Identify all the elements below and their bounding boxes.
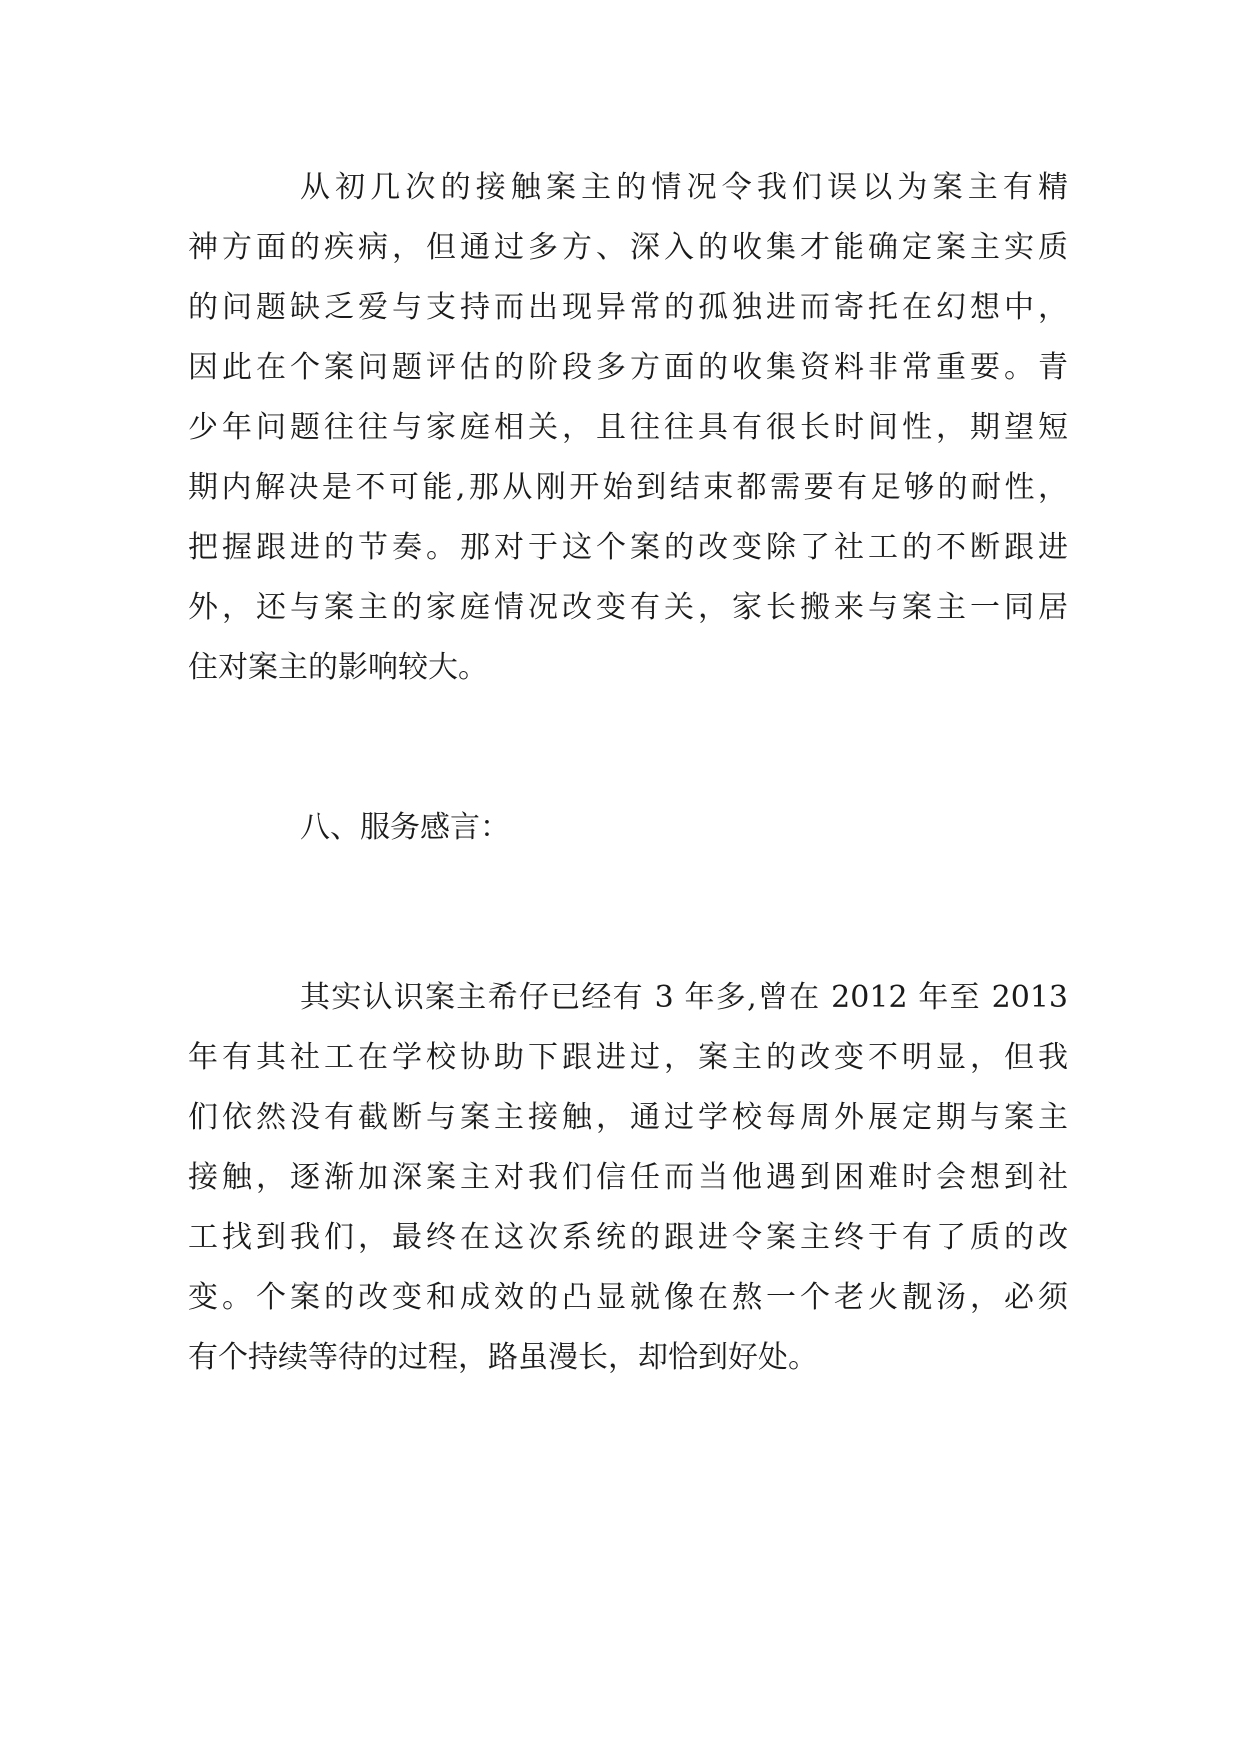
paragraph-1-line-1: 从初几次的接触案主的情况令我们误以为案主有精 xyxy=(300,170,1068,205)
paragraph-1-line-8: 外，还与案主的家庭情况改变有关，家长搬来与案主一同居 xyxy=(188,590,1068,625)
paragraph-1-line-4: 因此在个案问题评估的阶段多方面的收集资料非常重要。青 xyxy=(188,350,1068,385)
paragraph-2-line-7: 有个持续等待的过程，路虽漫长，却恰到好处。 xyxy=(188,1340,818,1375)
paragraph-2-line-1: 其实认识案主希仔已经有 3 年多,曾在 2012 年至 2013 xyxy=(300,980,1068,1015)
paragraph-1-line-5: 少年问题往往与家庭相关，且往往具有很长时间性，期望短 xyxy=(188,410,1068,445)
paragraph-2-line-5: 工找到我们，最终在这次系统的跟进令案主终于有了质的改 xyxy=(188,1220,1068,1255)
paragraph-2-line-4: 接触，逐渐加深案主对我们信任而当他遇到困难时会想到社 xyxy=(188,1160,1068,1195)
section-heading: 八、服务感言： xyxy=(300,810,510,845)
paragraph-1-line-7: 把握跟进的节奏。那对于这个案的改变除了社工的不断跟进 xyxy=(188,530,1068,565)
paragraph-2-line-3: 们依然没有截断与案主接触，通过学校每周外展定期与案主 xyxy=(188,1100,1068,1135)
paragraph-2-line-2: 年有其社工在学校协助下跟进过，案主的改变不明显，但我 xyxy=(188,1040,1068,1075)
paragraph-1-line-9: 住对案主的影响较大。 xyxy=(188,650,488,685)
paragraph-1-line-3: 的问题缺乏爱与支持而出现异常的孤独进而寄托在幻想中， xyxy=(188,290,1068,325)
paragraph-1-line-2: 神方面的疾病，但通过多方、深入的收集才能确定案主实质 xyxy=(188,230,1068,265)
paragraph-2-line-6: 变。个案的改变和成效的凸显就像在熬一个老火靓汤，必须 xyxy=(188,1280,1068,1315)
paragraph-1-line-6: 期内解决是不可能,那从刚开始到结束都需要有足够的耐性， xyxy=(188,470,1068,505)
